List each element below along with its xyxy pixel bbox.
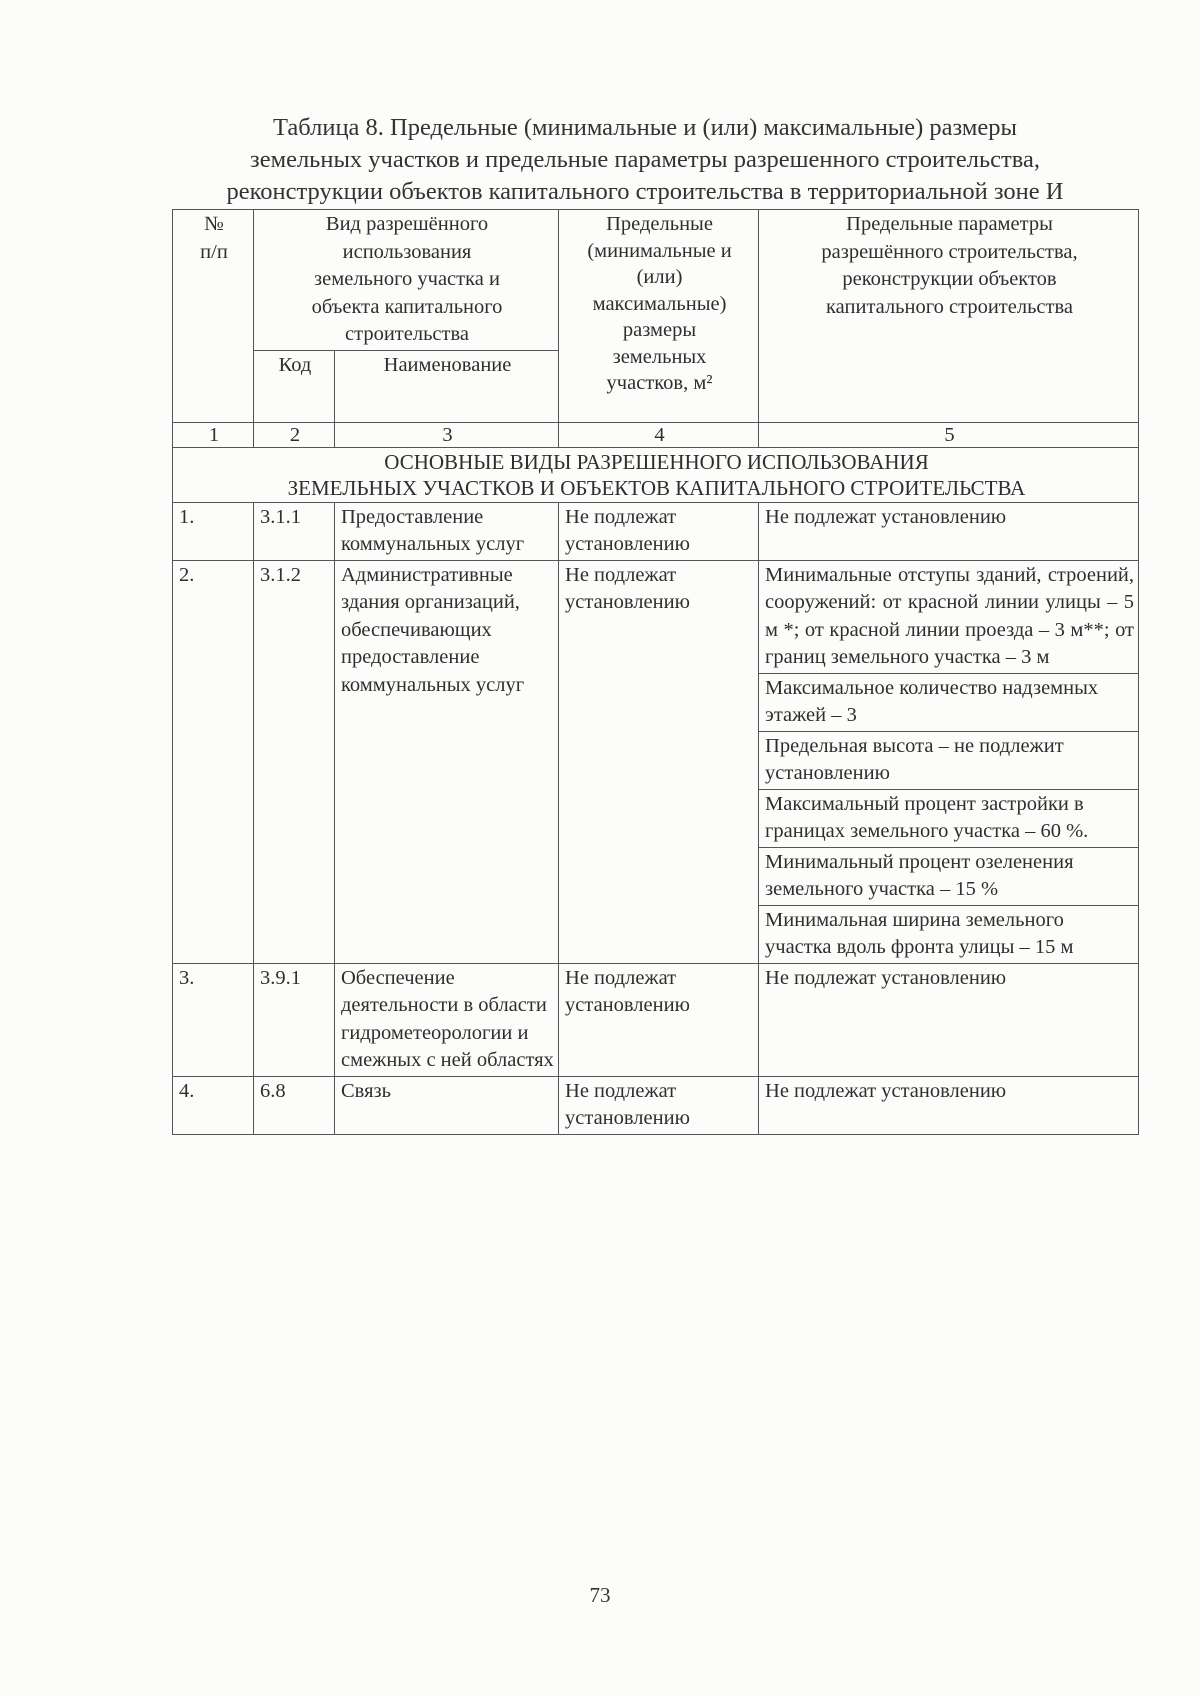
header-num: № п/п [173, 210, 254, 423]
column-number: 3 [335, 422, 559, 447]
table-row [173, 560, 1139, 673]
row-num: 2. [173, 560, 254, 963]
header-code: Код [254, 350, 335, 422]
row-code: 3.1.2 [254, 560, 335, 963]
regulations-table [172, 209, 1139, 1135]
column-number: 2 [254, 422, 335, 447]
row-param: Минимальные отступы зданий, строений, сооружений: от красной линии улицы – 5 м *; от красной линии проезда – 3 м**; от границ земельного участка – 3 м [759, 560, 1139, 673]
row-name: Предоставление коммунальных услуг [335, 502, 559, 560]
row-param: Максимальный процент застройки в границах земельного участка – 60 %. [759, 789, 1139, 847]
row-sizes: Не подлежат установлению [559, 502, 759, 560]
row-name: Связь [335, 1076, 559, 1134]
row-param: Предельная высота – не подлежит установлению [759, 731, 1139, 789]
section-row [173, 447, 1139, 502]
row-num: 1. [173, 502, 254, 560]
header-sizes: Предельные (минимальные и (или) максимальные) размеры земельных участков, м² [559, 210, 759, 423]
column-number: 5 [759, 422, 1139, 447]
row-name: Административные здания организаций, обеспечивающих предоставление коммунальных услуг [335, 560, 559, 963]
column-number: 1 [173, 422, 254, 447]
row-code: 3.1.1 [254, 502, 335, 560]
section-title: ОСНОВНЫЕ ВИДЫ РАЗРЕШЕННОГО ИСПОЛЬЗОВАНИЯ ЗЕМЕЛЬНЫХ УЧАСТКОВ И ОБЪЕКТОВ КАПИТАЛЬНОГО СТРОИТЕЛЬСТВА [173, 447, 1139, 502]
header-params: Предельные параметры разрешённого строительства, реконструкции объектов капитального строительства [759, 210, 1139, 423]
row-param: Минимальный процент озеленения земельного участка – 15 % [759, 847, 1139, 905]
row-code: 6.8 [254, 1076, 335, 1134]
header-use-type: Вид разрешённого использования земельного участка и объекта капитального строительства [254, 210, 559, 351]
title-line: Таблица 8. Предельные (минимальные и (или) максимальные) размеры [273, 114, 1017, 141]
row-num: 3. [173, 963, 254, 1076]
row-param: Не подлежат установлению [759, 1076, 1139, 1134]
page-number: 73 [589, 1583, 611, 1607]
column-number: 4 [559, 422, 759, 447]
row-sizes: Не подлежат установлению [559, 1076, 759, 1134]
row-name: Обеспечение деятельности в области гидрометеорологии и смежных с ней областях [335, 963, 559, 1076]
title-line: земельных участков и предельные параметры разрешенного строительства, [250, 146, 1040, 173]
row-param: Минимальная ширина земельного участка вдоль фронта улицы – 15 м [759, 905, 1139, 963]
table-title [150, 112, 1140, 208]
table-row [173, 502, 1139, 560]
row-param: Не подлежат установлению [759, 502, 1139, 560]
table-row [173, 1076, 1139, 1134]
row-param: Максимальное количество надземных этажей – 3 [759, 673, 1139, 731]
row-num: 4. [173, 1076, 254, 1134]
title-line: реконструкции объектов капитального строительства в территориальной зоне И [226, 178, 1064, 205]
table-row [173, 963, 1139, 1076]
row-code: 3.9.1 [254, 963, 335, 1076]
header-row [173, 210, 1139, 351]
row-sizes: Не подлежат установлению [559, 560, 759, 963]
column-numbers-row [173, 422, 1139, 447]
row-param: Не подлежат установлению [759, 963, 1139, 1076]
header-name: Наименование [335, 350, 559, 422]
row-sizes: Не подлежат установлению [559, 963, 759, 1076]
